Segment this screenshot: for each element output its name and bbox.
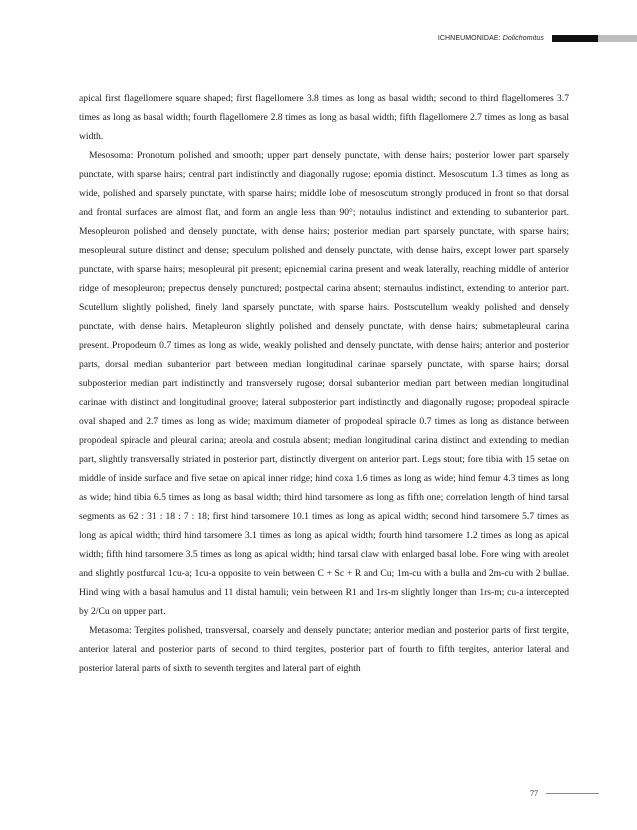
- running-header-text: [438, 35, 544, 42]
- header-genus: Dolichomitus: [502, 34, 544, 42]
- header-black-bar: [552, 35, 598, 42]
- footer-rule: [546, 793, 599, 794]
- page-footer: [530, 789, 599, 798]
- body-text: [79, 89, 569, 678]
- paragraph-mesosoma: Mesosoma: Pronotum polished and smooth; upper part densely punctate, with dense hairs; posterior lower part sparsely punctate, with sparse hairs; central part indistinctly and diagonally rugose; epomia distinct. Mesoscutum 1.3 times as long as wide, polished and sparsely punctate, with sparse hairs; middle lobe of mesoscutum strongly produced in front so that dorsal and frontal surfaces are almost flat, and form an angle less than 90°; notaulus indistinct and extending to subanterior part. Mesopleuron polished and densely punctate, with dense hairs; posterior median part sparsely punctate, with sparse hairs; mesopleural suture distinct and dense; speculum polished and densely punctate, with dense hairs, except lower part sparsely punctate, with sparse hairs; mesopleural pit present; epicnemial carina present and weak laterally, reaching middle of anterior ridge of mesopleuron; prepectus densely punctured; postpectal carina absent; sternaulus indistinct, extending to anterior part. Scutellum slightly polished, finely land sparsely punctate, with sparse hairs. Postscutellum weakly polished and densely punctate, with dense hairs. Metapleuron slightly polished and densely punctate, with dense hairs; submetapleural carina present. Propodeum 0.7 times as long as wide, weakly polished and densely punctate, with dense hairs; anterior and posterior parts, dorsal median subanterior part between median longitudinal carinae sparsely punctate, with sparse hairs; dorsal subposterior median part indistinctly and transversely rugose; dorsal subanterior median part between median longitudinal carinae with distinct and longitudinal groove; lateral subposterior part indistinctly and diagonally rugose; propodeal spiracle oval shaped and 2.7 times as long as wide; maximum diameter of propodeal spiracle 0.7 times as long as distance between propodeal spiracle and pleural carina; areola and costula absent; median longitudinal carina distinct and extending to median part, slightly transversally striated in posterior part, distinctly divergent on anterior part. Legs stout; fore tibia with 15 setae on middle of inside surface and five setae on apical inner ridge; hind coxa 1.6 times as long as wide; hind femur 4.3 times as long as wide; hind tibia 6.5 times as long as basal width; third hind tarsomere as long as fifth one; correlation length of hind tarsal segments as 62 : 31 : 18 : 7 : 18; first hind tarsomere 10.1 times as long as apical width; second hind tarsomere 5.7 times as long as apical width; third hind tarsomere 3.1 times as long as apical width; fourth hind tarsomere 1.2 times as long as apical width; fifth hind tarsomere 3.5 times as long as apical width; hind tarsal claw with enlarged basal lobe. Fore wing with areolet and slightly postfurcal 1cu-a; 1cu-a opposite to vein between C + Sc + R and Cu; 1m-cu with a bulla and 2m-cu with 2 bullae. Hind wing with a basal hamulus and 11 distal hamuli; vein between R1 and 1rs-m slightly longer than 1rs-m; cu-a intercepted by 2/Cu on upper part.: [79, 150, 569, 617]
- paragraph-metasoma: Metasoma: Tergites polished, transversal, coarsely and densely punctate; anterior median and posterior parts of first tergite, anterior lateral and posterior parts of second to third tergites, posterior part of fourth to fifth tergites, anterior lateral and posterior lateral parts of sixth to seventh tergites and lateral part of eighth: [79, 625, 569, 674]
- header-family: ICHNEUMONIDAE:: [437, 34, 501, 42]
- header-gray-bar: [598, 35, 637, 42]
- paragraph-antenna-continued: apical first flagellomere square shaped; first flagellomere 3.8 times as long as basal width; second to third flagellomeres 3.7 times as long as basal width; fourth flagellomere 2.8 times as long as basal width; fifth flagellomere 2.7 times as long as basal width.: [79, 93, 569, 142]
- page-number: 77: [530, 789, 538, 798]
- running-header: [438, 32, 637, 44]
